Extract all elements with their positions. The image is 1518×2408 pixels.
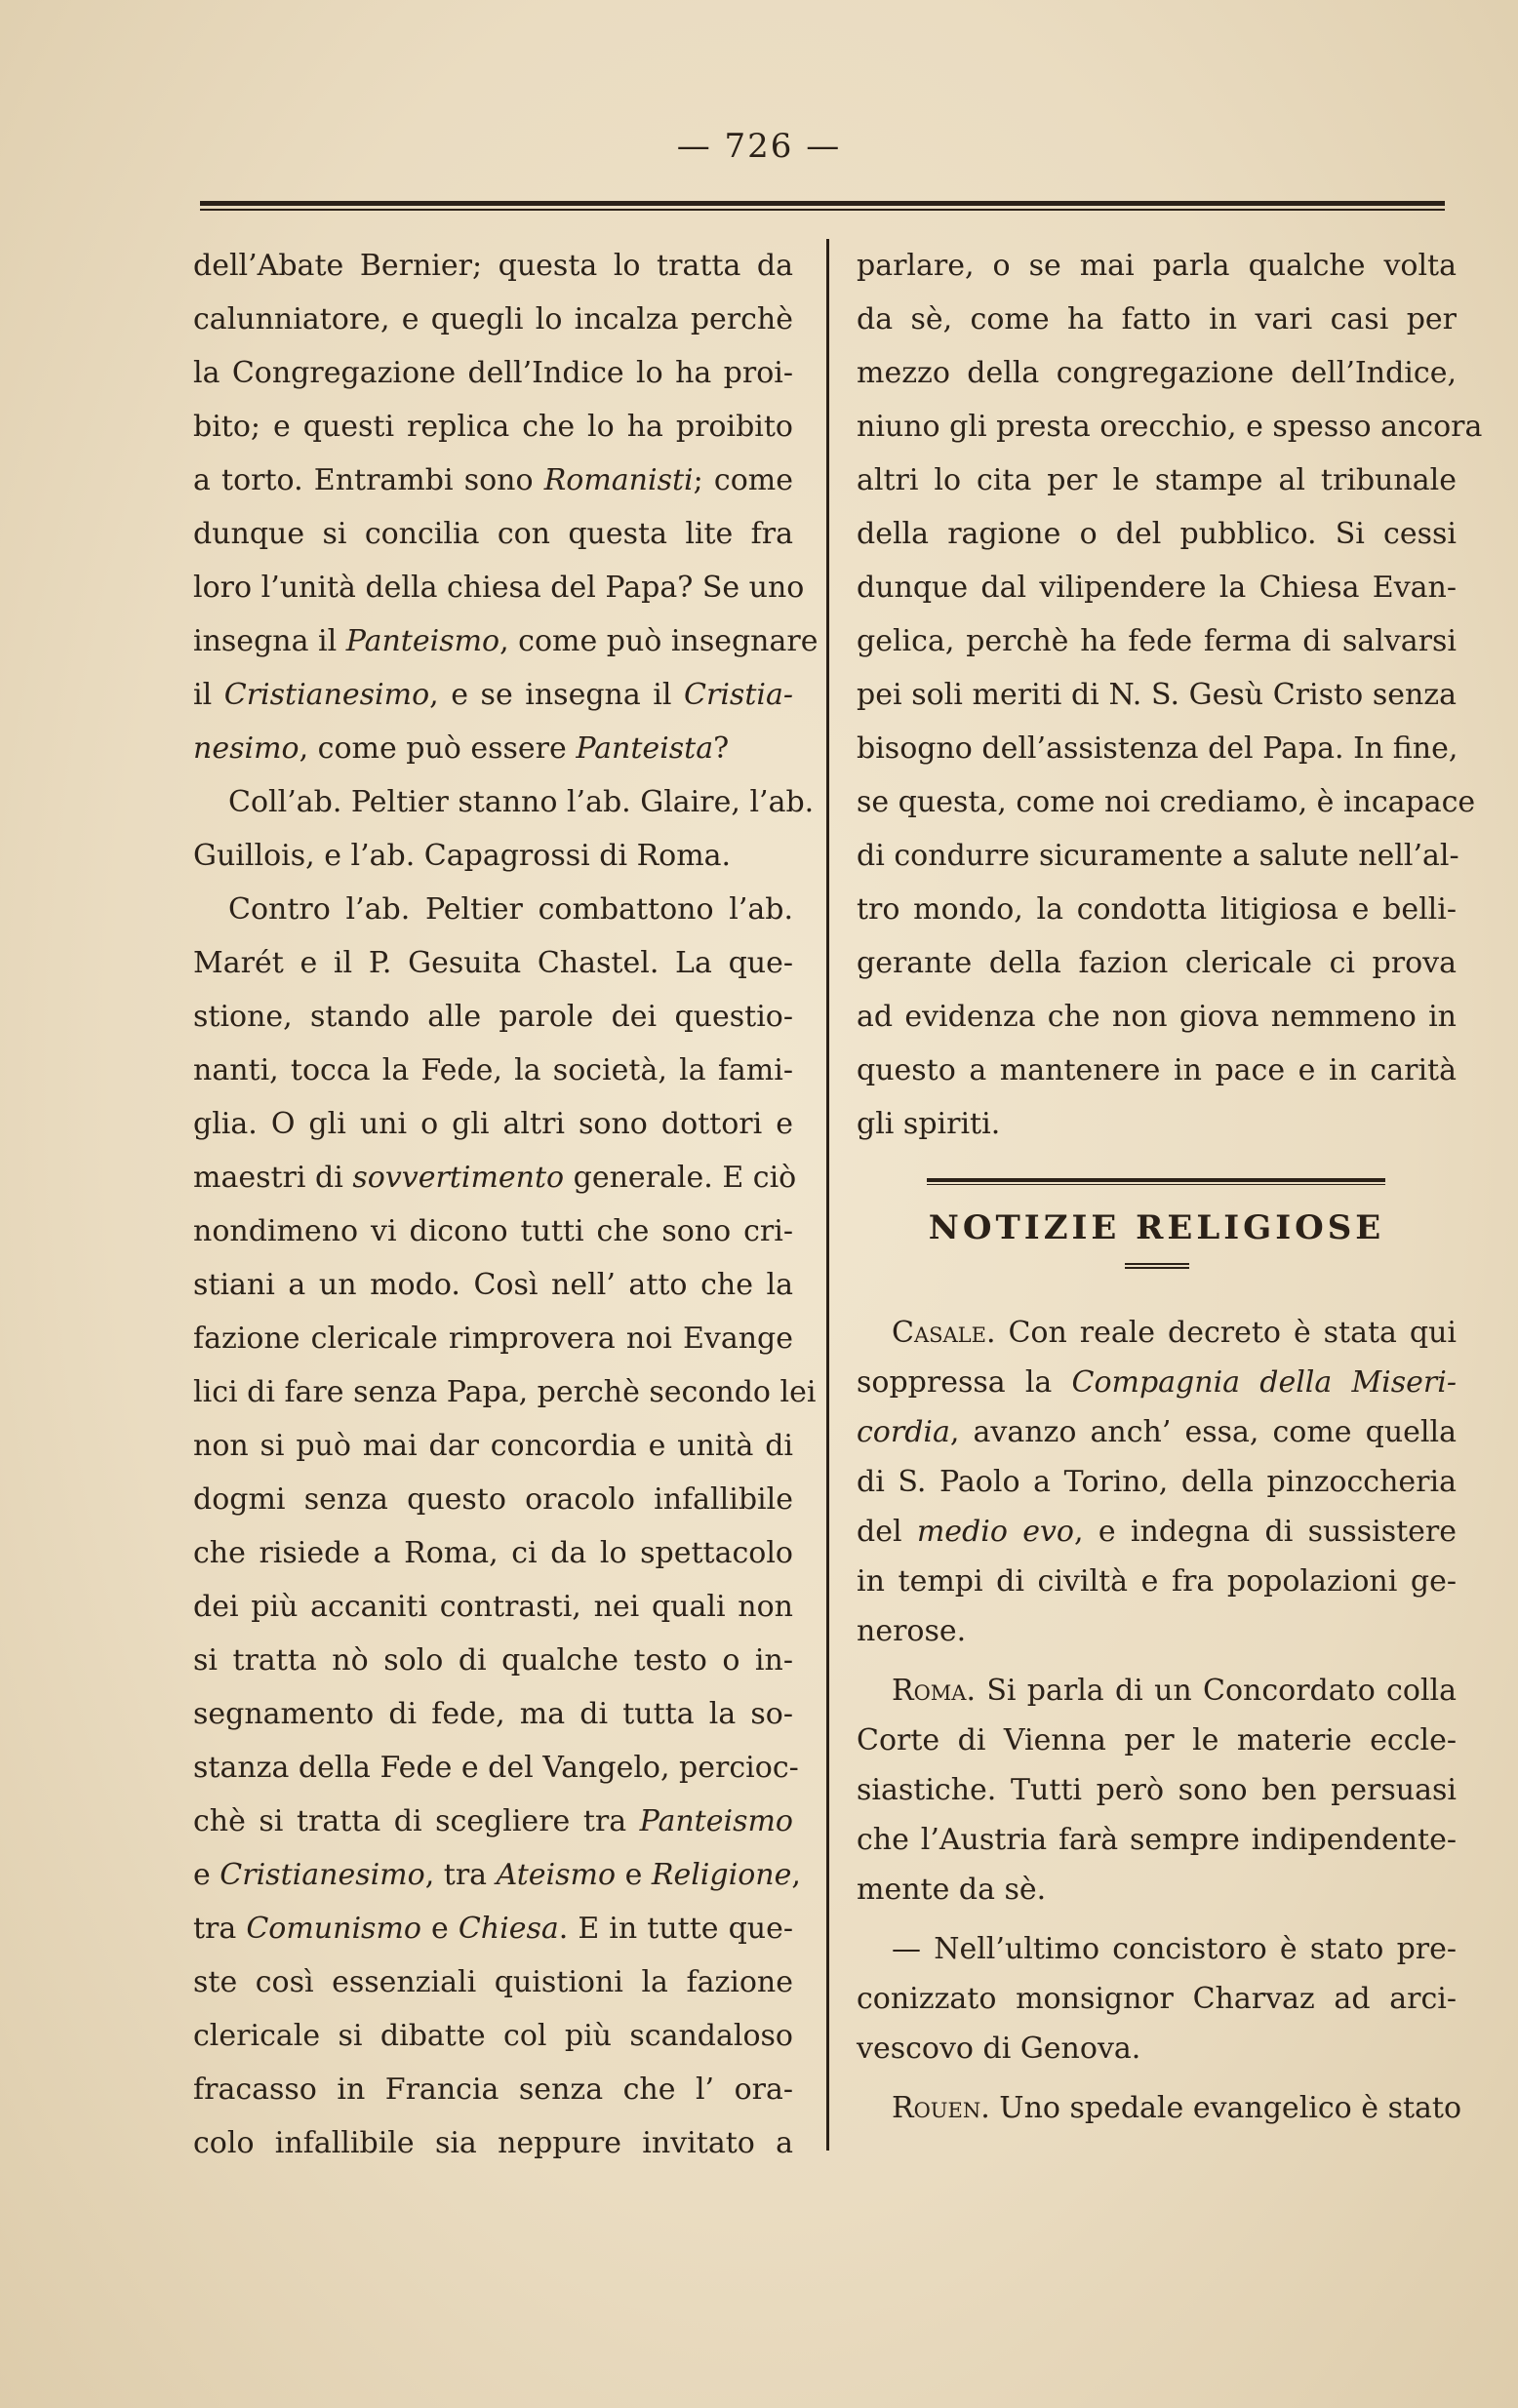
text-line: nesimo, come può essere Panteista? <box>193 731 730 766</box>
news-line: nerose. <box>857 1614 967 1648</box>
news-item <box>857 2083 1462 2133</box>
right-column <box>857 239 1483 2133</box>
text-line: gerante della fazion clericale ci prova <box>857 946 1457 980</box>
text-line: fazione clericale rimprovera noi Evange <box>193 1322 793 1356</box>
text-line: altri lo cita per le stampe al tribunale <box>857 463 1457 497</box>
section-small-rule <box>1125 1263 1189 1269</box>
text-line: stione, stando alle parole dei questio- <box>193 1000 793 1034</box>
news-line: conizzato monsignor Charvaz ad arci- <box>857 1982 1457 2016</box>
text-line: gelica, perchè ha fede ferma di salvarsi <box>857 624 1457 658</box>
news-section <box>857 1308 1462 2133</box>
text-line: Marét e il P. Gesuita Chastel. La que- <box>193 946 793 980</box>
text-line: clericale si dibatte col più scandaloso <box>193 2019 793 2053</box>
news-item <box>857 1666 1457 1915</box>
text-line: dunque dal vilipendere la Chiesa Evan- <box>857 571 1457 605</box>
text-line: segnamento di fede, ma di tutta la so- <box>193 1697 793 1731</box>
section-rule <box>927 1178 1385 1185</box>
text-line: Guillois, e l’ab. Capagrossi di Roma. <box>193 839 732 873</box>
text-line: calunniatore, e quegli lo incalza perchè <box>193 302 793 336</box>
header-rule <box>200 201 1445 211</box>
text-line: pei soli meriti di N. S. Gesù Cristo senza <box>857 678 1457 712</box>
text-line: questo a mantenere in pace e in carità <box>857 1053 1457 1087</box>
text-line: da sè, come ha fatto in vari casi per <box>857 302 1457 336</box>
text-line: colo infallibile sia neppure invitato a <box>193 2126 793 2160</box>
news-item <box>857 1924 1457 2073</box>
text-line: insegna il Panteismo, come può insegnare <box>193 624 819 658</box>
text-line: ad evidenza che non giova nemmeno in <box>857 1000 1457 1034</box>
news-line: mente da sè. <box>857 1873 1047 1907</box>
left-column <box>193 239 819 2170</box>
news-line: in tempi di civiltà e fra popolazioni ge- <box>857 1564 1457 1599</box>
text-line: niuno gli presta orecchio, e spesso ancora <box>857 410 1483 444</box>
text-line: a torto. Entrambi sono Romanisti; come <box>193 463 793 497</box>
text-line: tra Comunismo e Chiesa. E in tutte que- <box>193 1912 794 1946</box>
text-line: mezzo della congregazione dell’Indice, <box>857 356 1457 390</box>
text-line: della ragione o del pubblico. Si cessi <box>857 517 1457 551</box>
text-line: Contro l’ab. Peltier combattono l’ab. <box>228 892 793 927</box>
text-line: fracasso in Francia senza che l’ ora- <box>193 2072 793 2107</box>
text-line: e Cristianesimo, tra Ateismo e Religione, <box>193 1858 801 1892</box>
text-line: bito; e questi replica che lo ha proibito <box>193 410 793 444</box>
text-line: se questa, come noi crediamo, è incapace <box>857 785 1476 819</box>
news-line: Roma. Si parla di un Concordato colla <box>892 1674 1457 1708</box>
text-line: non si può mai dar concordia e unità di <box>193 1429 793 1463</box>
news-line: siastiche. Tutti però sono ben persuasi <box>857 1773 1457 1807</box>
text-line: di condurre sicuramente a salute nell’al- <box>857 839 1459 873</box>
news-line: soppressa la Compagnia della Miseri- <box>857 1365 1457 1400</box>
text-line: dogmi senza questo oracolo infallibile <box>193 1482 793 1517</box>
text-line: il Cristianesimo, e se insegna il Cristia- <box>193 678 793 712</box>
text-line: si tratta nò solo di qualche testo o in- <box>193 1643 793 1678</box>
text-line: nondimeno vi dicono tutti che sono cri- <box>193 1214 793 1248</box>
news-line: cordia, avanzo anch’ essa, come quella <box>857 1415 1457 1449</box>
text-line: dell’Abate Bernier; questa lo tratta da <box>193 249 793 283</box>
news-line: di S. Paolo a Torino, della pinzoccheria <box>857 1465 1457 1499</box>
news-item <box>857 1308 1457 1656</box>
news-line: del medio evo, e indegna di sussistere <box>857 1515 1457 1549</box>
text-line: ste così essenziali quistioni la fazione <box>193 1965 793 1999</box>
text-line: che risiede a Roma, ci da lo spettacolo <box>193 1536 793 1570</box>
text-line: bisogno dell’assistenza del Papa. In fine, <box>857 731 1458 766</box>
news-line: vescovo di Genova. <box>857 2032 1141 2066</box>
news-line: Rouen. Uno spedale evangelico è stato <box>892 2091 1462 2125</box>
text-line: glia. O gli uni o gli altri sono dottori e <box>193 1107 793 1141</box>
text-line: stiani a un modo. Così nell’ atto che la <box>193 1268 793 1302</box>
text-line: chè si tratta di scegliere tra Panteismo <box>193 1804 793 1838</box>
text-line: parlare, o se mai parla qualche volta <box>857 249 1457 283</box>
section-title: NOTIZIE RELIGIOSE <box>928 1208 1385 1247</box>
text-line: la Congregazione dell’Indice lo ha proi- <box>193 356 793 390</box>
column-divider <box>826 239 829 2151</box>
text-line: gli spiriti. <box>857 1107 1001 1141</box>
text-line: maestri di sovvertimento generale. E ciò <box>193 1161 797 1195</box>
text-line: loro l’unità della chiesa del Papa? Se uno <box>193 571 805 605</box>
text-line: tro mondo, la condotta litigiosa e belli- <box>857 892 1457 927</box>
news-line: Casale. Con reale decreto è stata qui <box>892 1316 1457 1350</box>
text-line: Coll’ab. Peltier stanno l’ab. Glaire, l’ab. <box>228 785 815 819</box>
text-line: dei più accaniti contrasti, nei quali non <box>193 1590 793 1624</box>
text-line: nanti, tocca la Fede, la società, la fami- <box>193 1053 793 1087</box>
news-line: che l’Austria farà sempre indipendente- <box>857 1823 1457 1857</box>
news-line: — Nell’ultimo concistoro è stato pre- <box>892 1932 1457 1966</box>
page-number: — 726 — <box>676 127 842 166</box>
text-line: stanza della Fede e del Vangelo, percioc- <box>193 1751 799 1785</box>
text-line: lici di fare senza Papa, perchè secondo lei <box>193 1375 817 1409</box>
right-column-text <box>857 239 1483 1151</box>
news-line: Corte di Vienna per le materie eccle- <box>857 1723 1457 1757</box>
text-line: dunque si concilia con questa lite fra <box>193 517 793 551</box>
